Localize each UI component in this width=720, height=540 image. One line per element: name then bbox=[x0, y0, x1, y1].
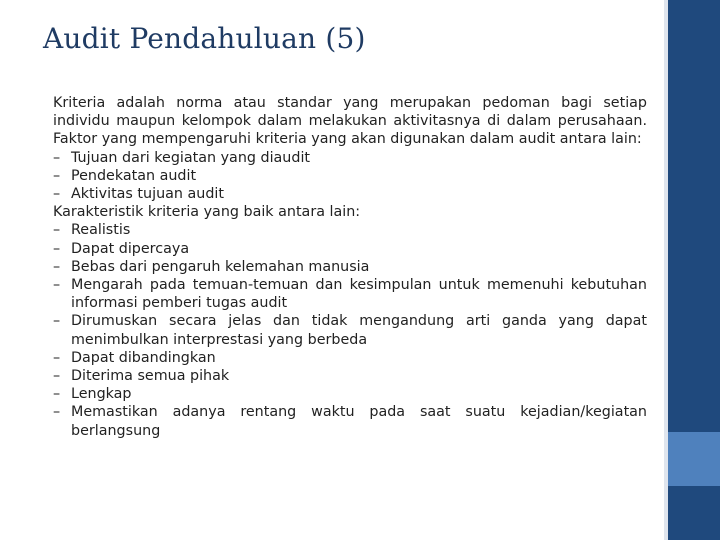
list-item: – Dapat dipercaya bbox=[53, 240, 647, 258]
list-item: – Lengkap bbox=[53, 385, 647, 403]
list-item: – Bebas dari pengaruh kelemahan manusia bbox=[53, 258, 647, 276]
list-item: – Diterima semua pihak bbox=[53, 367, 647, 385]
intro-paragraph: Kriteria adalah norma atau standar yang merupakan pedoman bagi setiap individu maupun kelompok dalam melakukan aktivitasnya di dalam perusahaan. Faktor yang mempengaruhi kriteria yang akan digunakan dalam audit antara lain: bbox=[53, 95, 647, 148]
list-item: – Mengarah pada temuan-temuan dan kesimpulan untuk memenuhi kebutuhan informasi pemberi tugas audit bbox=[53, 276, 647, 312]
list-item: – Aktivitas tujuan audit bbox=[53, 185, 647, 203]
factor-list bbox=[53, 149, 647, 204]
list-item: – Realistis bbox=[53, 221, 647, 239]
slide-content bbox=[53, 94, 647, 440]
list-item: – Dapat dibandingkan bbox=[53, 349, 647, 367]
list-item: – Dirumuskan secara jelas dan tidak mengandung arti ganda yang dapat menimbulkan interprestasi yang berbeda bbox=[53, 312, 647, 348]
list-item: – Tujuan dari kegiatan yang diaudit bbox=[53, 149, 647, 167]
side-accent-block bbox=[668, 432, 720, 486]
list-item: – Memastikan adanya rentang waktu pada saat suatu kejadian/kegiatan berlangsung bbox=[53, 403, 647, 439]
characteristics-heading: Karakteristik kriteria yang baik antara lain: bbox=[53, 204, 361, 221]
slide-title: Audit Pendahuluan (5) bbox=[43, 22, 366, 55]
characteristics-list bbox=[53, 221, 647, 439]
list-item: – Pendekatan audit bbox=[53, 167, 647, 185]
